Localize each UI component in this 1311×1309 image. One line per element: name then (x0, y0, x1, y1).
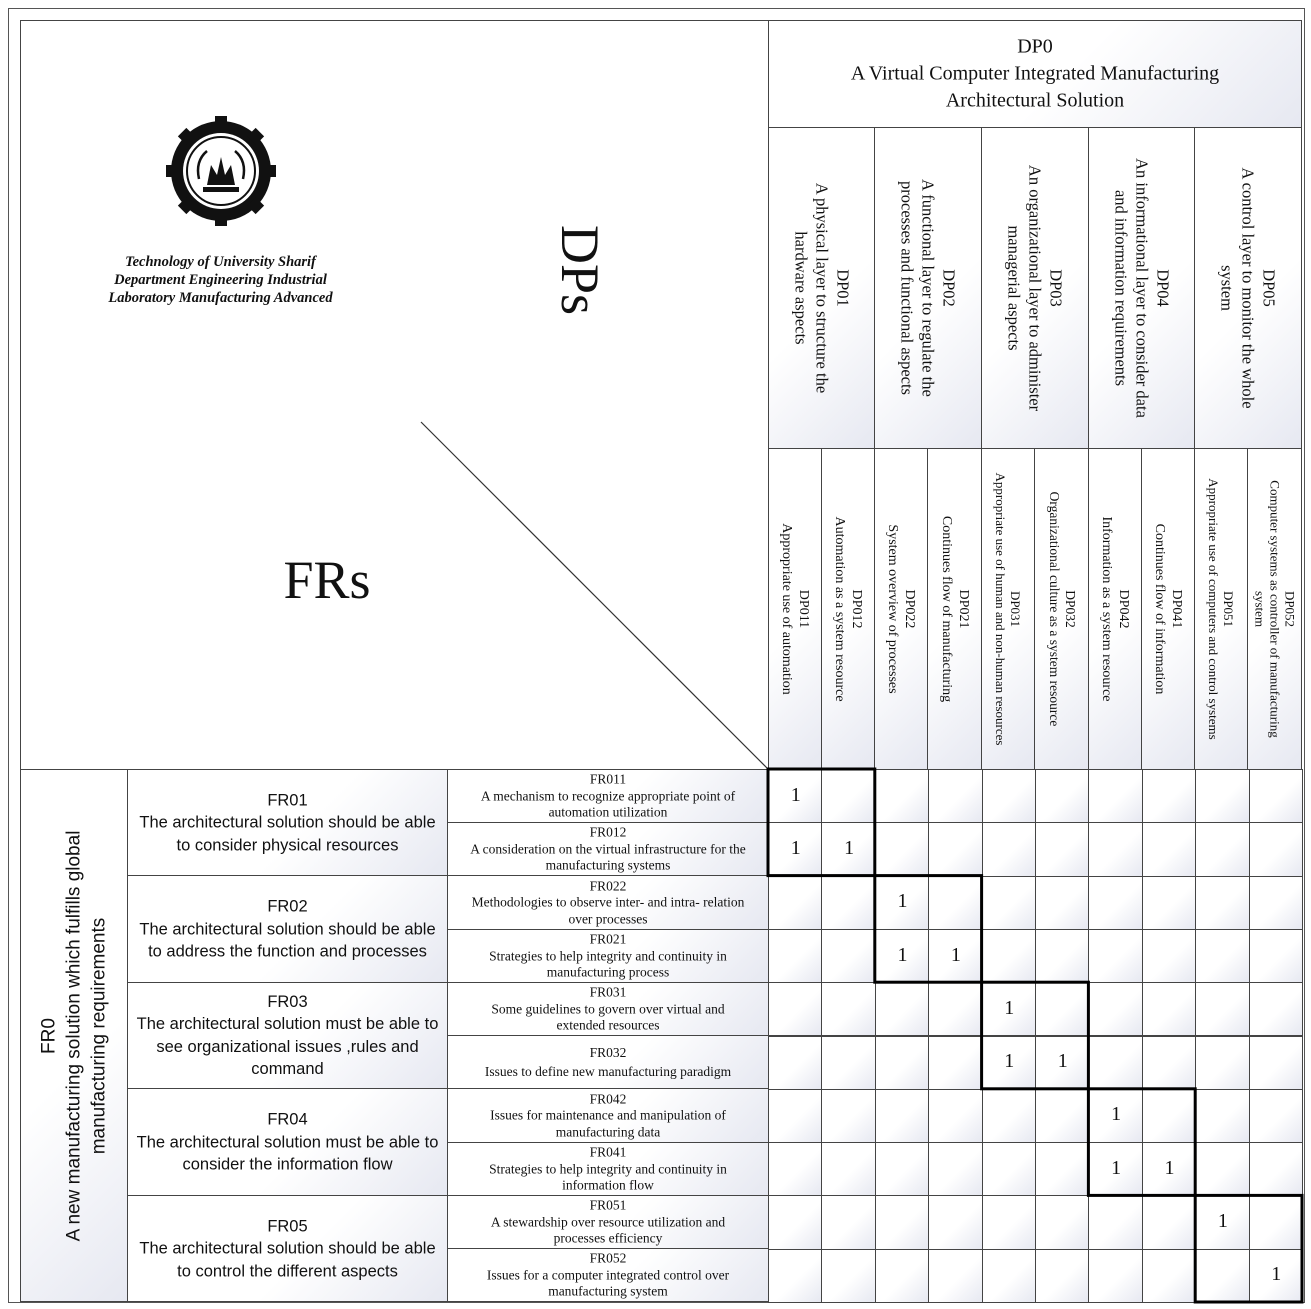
fr-sub-id: FR022 (589, 877, 627, 893)
fr-sub-text: manufacturing data (555, 1123, 661, 1139)
dp-sub-DP042 (1088, 448, 1142, 770)
matrix-cell (1088, 1142, 1142, 1196)
matrix-cell (1088, 822, 1142, 876)
matrix-cell (1035, 929, 1089, 983)
dp-sub-DP031 (981, 448, 1035, 770)
dp-group-text: An organizational layer to administer (1025, 164, 1045, 412)
matrix-cell (1035, 1089, 1089, 1143)
fr-sub-text: manufacturing process (546, 964, 670, 980)
matrix-cell (928, 1249, 982, 1303)
matrix-cell (1035, 769, 1089, 823)
matrix-cell (768, 1142, 822, 1196)
dp-group-text: processes and functional aspects (897, 181, 917, 395)
matrix-cell (1035, 1195, 1089, 1249)
matrix-cell (1088, 1195, 1142, 1249)
matrix-cell (982, 1036, 1036, 1090)
dp-sub-text: System overview of processes (885, 524, 900, 694)
fr-sub-text: Issues to define new manufacturing paradigm (484, 1064, 732, 1079)
fr-sub-FR041 (447, 1142, 769, 1196)
matrix-cell (821, 822, 875, 876)
dp-sub-text: Organizational culture as a system resource (1046, 491, 1062, 727)
matrix-mark: 1 (790, 783, 801, 806)
matrix-cell (768, 769, 822, 823)
fr0-cell (20, 769, 128, 1302)
matrix-cell (875, 876, 929, 930)
matrix-cell (1142, 1036, 1196, 1090)
dp-sub-id: DP041 (1169, 589, 1184, 629)
dp-sub-DP021 (927, 448, 982, 770)
fr-sub-FR031 (447, 982, 769, 1036)
fr-group-text: to address the function and processes (148, 942, 427, 961)
matrix-cell (1249, 1089, 1303, 1143)
matrix-cell (1195, 1089, 1249, 1143)
matrix-cell (982, 1249, 1036, 1303)
fr-sub-text: A mechanism to recognize appropriate point of (480, 787, 736, 803)
matrix-mark: 1 (897, 943, 908, 966)
dp-sub-text: Appropriate use of automation (779, 523, 794, 695)
university-logo (166, 116, 276, 226)
matrix-cell (1249, 876, 1303, 930)
dp-sub-id: DP051 (1221, 590, 1236, 628)
dp-sub-DP051 (1194, 448, 1248, 770)
matrix-cell (1088, 876, 1142, 930)
fr-sub-id: FR032 (589, 1045, 627, 1060)
dp-sub-DP022 (874, 448, 928, 770)
fr-group-text: see organizational issues ,rules and (156, 1037, 419, 1056)
fr-group-text: The architectural solution should be able (139, 1239, 436, 1258)
institution-name (21, 253, 420, 307)
fr-sub-id: FR051 (589, 1197, 627, 1213)
dp-sub-text: Continues flow of manufacturing (938, 515, 954, 703)
matrix-cell (768, 982, 822, 1036)
matrix-cell (928, 1142, 982, 1196)
matrix-cell (821, 1142, 875, 1196)
dp0-text: Architectural Solution (945, 89, 1125, 112)
dp-sub-id: DP052 (1282, 590, 1297, 628)
matrix-cell (1088, 1036, 1142, 1090)
matrix-cell (768, 1089, 822, 1143)
fr-group-text: consider the information flow (182, 1155, 393, 1174)
fr-sub-FR011 (447, 769, 769, 823)
fr-sub-FR042 (447, 1088, 769, 1143)
matrix-cell (1142, 1249, 1196, 1303)
dp0-header (768, 20, 1302, 128)
matrix-cell (982, 876, 1036, 930)
fr-group-id: FR04 (267, 1110, 308, 1129)
dp-group-DP02 (874, 127, 982, 449)
dp-group-DP01 (768, 127, 875, 449)
matrix-cell (875, 929, 929, 983)
dp-group-text: A functional layer to regulate the (918, 179, 938, 397)
matrix-mark: 1 (1217, 1210, 1228, 1233)
dps-corner (420, 20, 769, 422)
frs-corner (20, 421, 769, 770)
matrix-cell (768, 1249, 822, 1303)
dp0-id: DP0 (1017, 35, 1053, 58)
fr-group-text: The architectural solution should be able (139, 919, 436, 938)
matrix-cell (1142, 822, 1196, 876)
matrix-cell (1249, 982, 1303, 1036)
fr-sub-text: automation utilization (548, 804, 668, 820)
matrix-cell (1249, 1249, 1303, 1303)
fr-sub-id: FR052 (589, 1250, 627, 1266)
matrix-cell (1195, 1195, 1249, 1249)
matrix-cell (1142, 1089, 1196, 1143)
fr-sub-text: extended resources (556, 1017, 660, 1033)
dp-sub-text: Information as a system resource (1099, 516, 1114, 702)
matrix-cell (1035, 822, 1089, 876)
dp-group-id: DP02 (939, 269, 959, 307)
dp-group-text: managerial aspects (1004, 225, 1024, 351)
dp-group-text: hardware aspects (791, 231, 810, 345)
fr-sub-text: Strategies to help integrity and continuity in (489, 1160, 727, 1176)
fr-group-text: The architectural solution should be able (139, 813, 436, 832)
fr-sub-id: FR012 (589, 824, 627, 840)
fr-sub-FR052 (447, 1248, 769, 1302)
fr-sub-text: manufacturing systems (545, 857, 671, 873)
dp-group-text: system (1217, 265, 1237, 311)
fr-sub-FR032 (447, 1035, 769, 1089)
matrix-mark: 1 (897, 890, 908, 913)
matrix-cell (928, 1195, 982, 1249)
matrix-mark: 1 (1164, 1156, 1175, 1179)
fr-sub-text: Methodologies to observe inter- and intra- relation (471, 894, 745, 910)
matrix-cell (928, 822, 982, 876)
dp-group-DP05 (1194, 127, 1302, 449)
matrix-cell (928, 929, 982, 983)
matrix-cell (875, 1195, 929, 1249)
fr-sub-id: FR042 (589, 1090, 627, 1106)
fr-group-id: FR03 (267, 992, 308, 1011)
matrix-cell (1142, 876, 1196, 930)
fr0-id: FR0 (38, 1017, 60, 1054)
design-matrix (768, 769, 1302, 1302)
matrix-cell (768, 822, 822, 876)
matrix-cell (875, 1142, 929, 1196)
dps-label: DPs (550, 224, 610, 316)
dp-sub-DP041 (1141, 448, 1195, 770)
fr-group-FR02 (127, 875, 448, 983)
fr-sub-text: A consideration on the virtual infrastructure for the (470, 840, 746, 856)
fr0-text: manufacturing requirements (88, 917, 110, 1154)
fr-group-text: The architectural solution must be able to (136, 1132, 439, 1151)
fr-sub-text: Issues for a computer integrated control over (486, 1266, 730, 1282)
matrix-cell (1142, 1195, 1196, 1249)
matrix-cell (768, 1036, 822, 1090)
matrix-cell (1195, 822, 1249, 876)
fr-group-text: The architectural solution must be able to (136, 1015, 439, 1033)
fr-group-FR01 (127, 769, 448, 876)
fr-group-id: FR02 (267, 897, 308, 916)
matrix-cell (821, 982, 875, 1036)
matrix-cell (875, 1249, 929, 1303)
fr-group-FR03 (127, 982, 448, 1089)
matrix-cell (875, 982, 929, 1036)
frs-label: FRs (283, 550, 371, 610)
matrix-cell (1249, 929, 1303, 983)
dp-group-DP03 (981, 127, 1089, 449)
dp-sub-id: DP042 (1116, 589, 1131, 629)
matrix-cell (1195, 1036, 1249, 1090)
matrix-cell (1249, 1195, 1303, 1249)
matrix-cell (1249, 1142, 1303, 1196)
dp-sub-text: Continues flow of information (1152, 523, 1167, 695)
dp-sub-DP012 (821, 448, 875, 770)
fr-sub-text: processes efficiency (553, 1230, 663, 1246)
matrix-cell (982, 822, 1036, 876)
fr-sub-FR012 (447, 822, 769, 876)
dp-sub-DP011 (768, 448, 822, 770)
matrix-cell (821, 1089, 875, 1143)
matrix-cell (821, 929, 875, 983)
matrix-cell (1195, 876, 1249, 930)
matrix-cell (1035, 1249, 1089, 1303)
matrix-cell (1035, 1142, 1089, 1196)
fr-sub-id: FR031 (589, 984, 627, 1000)
matrix-cell (768, 876, 822, 930)
matrix-cell (928, 769, 982, 823)
matrix-mark: 1 (1004, 996, 1015, 1019)
dp-sub-text: Computer systems as controller of manufacturing system (1252, 480, 1282, 738)
fr0-text: A new manufacturing solution which fulfills global (63, 830, 85, 1241)
dp-sub-id: DP031 (1008, 590, 1023, 628)
matrix-cell (982, 1195, 1036, 1249)
fr-group-text: to consider physical resources (176, 835, 399, 854)
matrix-mark: 1 (950, 943, 961, 966)
dp-sub-text: Appropriate use of human and non-human resources (993, 472, 1008, 746)
matrix-cell (1249, 769, 1303, 823)
fr-sub-id: FR041 (589, 1144, 627, 1160)
matrix-cell (982, 1142, 1036, 1196)
matrix-cell (821, 769, 875, 823)
matrix-cell (1088, 769, 1142, 823)
matrix-cell (1195, 769, 1249, 823)
fr-group-FR04 (127, 1088, 448, 1196)
matrix-mark: 1 (790, 836, 801, 859)
matrix-mark: 1 (1004, 1050, 1015, 1073)
fr-sub-FR022 (447, 875, 769, 930)
matrix-cell (982, 1089, 1036, 1143)
institution-line: Technology of University Sharif (125, 254, 316, 270)
dp-sub-text: Appropriate use of computers and control systems (1206, 478, 1221, 740)
matrix-mark: 1 (1111, 1103, 1122, 1126)
dp-sub-id: DP012 (849, 589, 864, 629)
dp0-text: A Virtual Computer Integrated Manufacturing (850, 62, 1220, 85)
dp-sub-id: DP011 (796, 589, 811, 629)
dp-group-text: and information requirements (1111, 189, 1130, 387)
fr-sub-text: Strategies to help integrity and continuity in (489, 947, 727, 963)
matrix-cell (1249, 1036, 1303, 1090)
fr-group-text: command (251, 1060, 324, 1078)
matrix-cell (1088, 982, 1142, 1036)
fr-sub-text: information flow (562, 1177, 654, 1193)
matrix-cell (982, 769, 1036, 823)
matrix-cell (1142, 929, 1196, 983)
matrix-cell (982, 982, 1036, 1036)
matrix-cell (1142, 1142, 1196, 1196)
fr-sub-FR021 (447, 929, 769, 983)
matrix-cell (875, 1036, 929, 1090)
matrix-cell (928, 1089, 982, 1143)
dp-group-text: A control layer to monitor the whole (1238, 167, 1258, 409)
institution-line: Department Engineering Industrial (114, 272, 327, 288)
dp-sub-DP052 (1247, 448, 1302, 770)
matrix-cell (1195, 929, 1249, 983)
matrix-cell (982, 929, 1036, 983)
matrix-mark: 1 (844, 836, 855, 859)
matrix-cell (1088, 1249, 1142, 1303)
dp-sub-id: DP032 (1062, 590, 1078, 628)
dp-group-id: DP04 (1153, 269, 1172, 307)
matrix-cell (875, 1089, 929, 1143)
institution-line: Laboratory Manufacturing Advanced (108, 290, 333, 306)
fr-sub-text: Some guidelines to govern over virtual and (491, 1000, 725, 1016)
matrix-cell (1035, 1036, 1089, 1090)
dp-group-text: An informational layer to consider data (1132, 158, 1151, 418)
matrix-cell (821, 1036, 875, 1090)
matrix-cell (1088, 1089, 1142, 1143)
matrix-cell (1142, 769, 1196, 823)
fr-sub-text: Issues for maintenance and manipulation of (490, 1107, 726, 1123)
dp-group-text: A physical layer to structure the (812, 182, 831, 394)
fr-sub-text: A stewardship over resource utilization and (490, 1213, 726, 1229)
matrix-cell (928, 982, 982, 1036)
dp-sub-text: Automation as a system resource (832, 516, 847, 702)
dp-group-id: DP03 (1046, 269, 1066, 307)
dp-sub-id: DP021 (955, 589, 971, 629)
matrix-cell (1195, 1249, 1249, 1303)
matrix-cell (821, 1195, 875, 1249)
matrix-cell (928, 876, 982, 930)
fr-sub-id: FR021 (589, 931, 627, 947)
matrix-cell (1142, 982, 1196, 1036)
fr-group-id: FR05 (267, 1216, 308, 1235)
fr-sub-text: manufacturing system (548, 1283, 668, 1299)
matrix-cell (875, 822, 929, 876)
fr-sub-FR051 (447, 1195, 769, 1249)
matrix-cell (768, 1195, 822, 1249)
matrix-cell (1035, 982, 1089, 1036)
matrix-cell (1195, 1142, 1249, 1196)
matrix-mark: 1 (1111, 1156, 1122, 1179)
matrix-cell (1249, 822, 1303, 876)
fr-group-text: to control the different aspects (177, 1261, 398, 1280)
dp-sub-DP032 (1034, 448, 1089, 770)
dp-group-id: DP01 (833, 269, 852, 307)
dp-group-id: DP05 (1259, 269, 1279, 307)
fr-group-id: FR01 (267, 790, 308, 809)
matrix-cell (875, 769, 929, 823)
matrix-cell (768, 929, 822, 983)
matrix-cell (1195, 982, 1249, 1036)
fr-sub-text: over processes (568, 910, 648, 926)
matrix-cell (1088, 929, 1142, 983)
matrix-mark: 1 (1057, 1050, 1068, 1073)
matrix-cell (821, 876, 875, 930)
matrix-mark: 1 (1271, 1263, 1282, 1286)
fr-sub-id: FR011 (589, 771, 627, 787)
dp-group-DP04 (1088, 127, 1195, 449)
matrix-cell (821, 1249, 875, 1303)
dp-sub-id: DP022 (902, 589, 917, 629)
institution-block (20, 20, 421, 422)
fr-group-FR05 (127, 1195, 448, 1302)
matrix-cell (928, 1036, 982, 1090)
matrix-cell (1035, 876, 1089, 930)
